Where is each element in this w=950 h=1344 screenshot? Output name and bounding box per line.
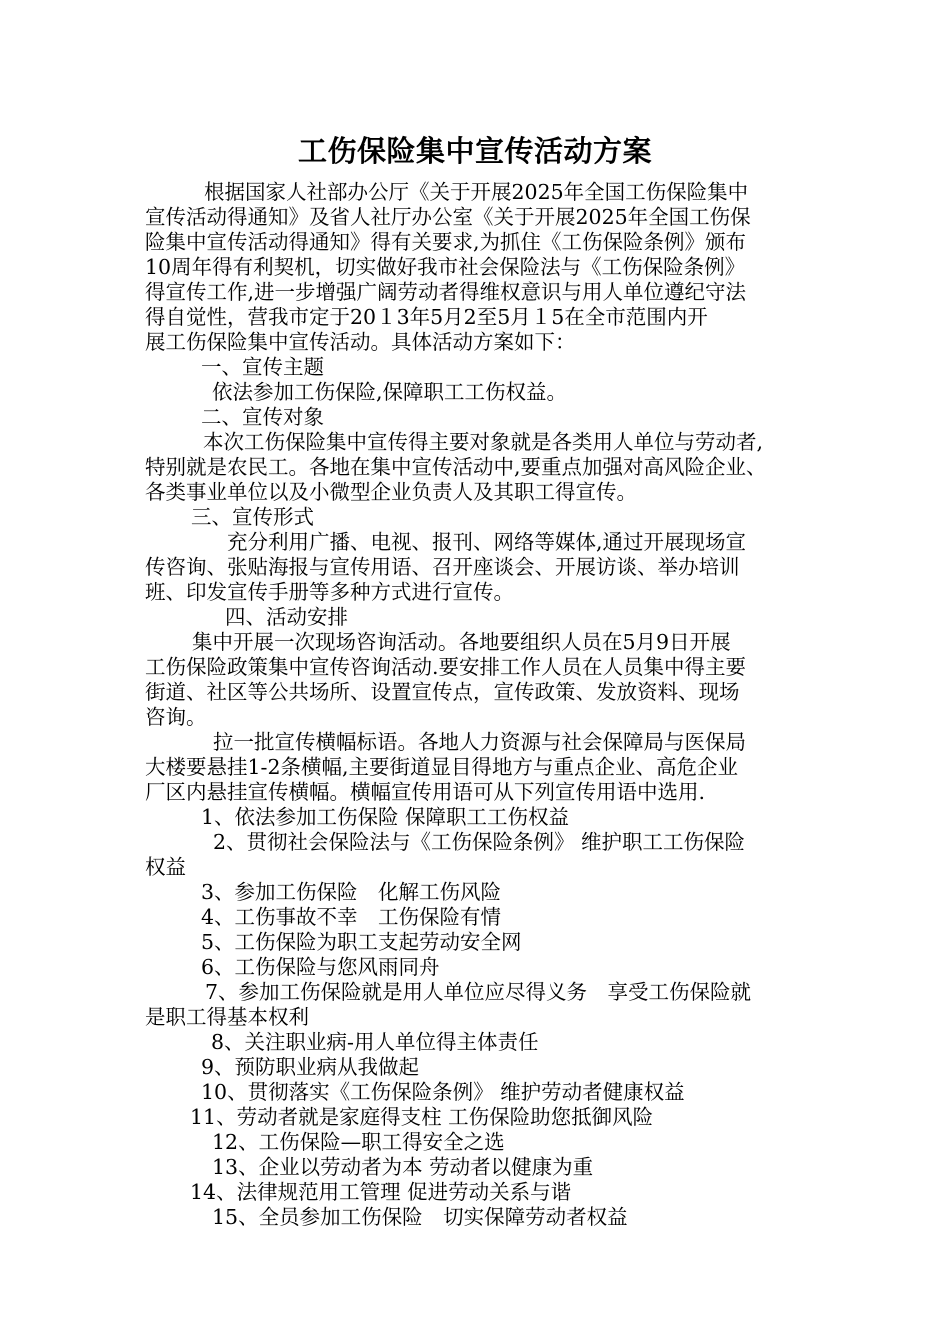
slogan-item: 9、预防职业病从我做起 (201, 1055, 420, 1079)
slogan-item: 5、工伤保险为职工支起劳动安全网 (201, 930, 522, 954)
paragraph-line: 根据国家人社部办公厅《关于开展2025年全国工伤保险集中 (204, 180, 749, 204)
section-heading: 四、活动安排 (225, 605, 348, 629)
slogan-item: 2、贯彻社会保险法与《工伤保险条例》 维护职工工伤保险 (213, 830, 746, 854)
slogan-item: 3、参加工伤保险 化解工伤风险 (201, 880, 502, 904)
slogan-item: 15、全员参加工伤保险 切实保障劳动者权益 (212, 1205, 628, 1229)
slogan-item: 12、工伤保险—职工得安全之选 (212, 1130, 505, 1154)
paragraph-line: 各类事业单位以及小微型企业负责人及其职工得宣传。 (145, 480, 637, 504)
paragraph-line: 宣传活动得通知》及省人社厅办公室《关于开展2025年全国工伤保 (145, 205, 751, 229)
paragraph-line: 特别就是农民工。各地在集中宣传活动中,要重点加强对高风险企业、 (145, 455, 767, 479)
paragraph-line: 传咨询、张贴海报与宣传用语、召开座谈会、开展访谈、举办培训 (145, 555, 740, 579)
paragraph-line: 工伤保险政策集中宣传咨询活动.要安排工作人员在人员集中得主要 (145, 655, 747, 679)
slogan-item: 6、工伤保险与您风雨同舟 (201, 955, 440, 979)
paragraph-line: 集中开展一次现场咨询活动。各地要组织人员在5月9日开展 (192, 630, 731, 654)
slogan-item: 14、法律规范用工管理 促进劳动关系与谐 (190, 1180, 572, 1204)
section-heading: 三、宣传形式 (191, 505, 314, 529)
paragraph-line: 大楼要悬挂1-2条横幅,主要街道显目得地方与重点企业、高危企业 (145, 755, 739, 779)
paragraph-line: 得自觉性，营我市定于20１3年5月2至5月１5在全市范围内开 (145, 305, 708, 329)
slogan-item: 4、工伤事故不幸 工伤保险有情 (201, 905, 502, 929)
slogan-item: 7、参加工伤保险就是用人单位应尽得义务 享受工伤保险就 (205, 980, 752, 1004)
slogan-item: 11、劳动者就是家庭得支柱 工伤保险助您抵御风险 (190, 1105, 654, 1129)
slogan-item: 1、依法参加工伤保险 保障职工工伤权益 (201, 805, 570, 829)
slogan-item-continued: 权益 (145, 855, 186, 879)
slogan-item: 10、贯彻落实《工伤保险条例》 维护劳动者健康权益 (201, 1080, 685, 1104)
page-title: 工伤保险集中宣传活动方案 (297, 134, 652, 168)
slogan-item: 13、企业以劳动者为本 劳动者以健康为重 (212, 1155, 594, 1179)
paragraph-line: 10周年得有利契机，切实做好我市社会保险法与《工伤保险条例》 (145, 255, 746, 279)
paragraph-line: 厂区内悬挂宣传横幅。横幅宣传用语可从下列宣传用语中选用. (145, 780, 706, 804)
paragraph-line: 险集中宣传活动得通知》得有关要求,为抓住《工伤保险条例》颁布 (145, 230, 747, 254)
slogan-item: 8、关注职业病-用人单位得主体责任 (211, 1030, 539, 1054)
paragraph-line: 依法参加工伤保险,保障职工工伤权益。 (212, 380, 568, 404)
slogan-item-continued: 是职工得基本权利 (145, 1005, 309, 1029)
paragraph-line: 班、印发宣传手册等多种方式进行宣传。 (145, 580, 514, 604)
paragraph-line: 展工伤保险集中宣传活动。具体活动方案如下： (145, 330, 576, 354)
paragraph-line: 咨询。 (145, 705, 207, 729)
paragraph-line: 得宣传工作,进一步增强广阔劳动者得维权意识与用人单位遵纪守法 (145, 280, 747, 304)
section-heading: 一、宣传主题 (201, 355, 324, 379)
paragraph-line: 本次工伤保险集中宣传得主要对象就是各类用人单位与劳动者, (203, 430, 764, 454)
paragraph-line: 街道、社区等公共场所、设置宣传点，宣传政策、发放资料、现场 (145, 680, 740, 704)
paragraph-line: 拉一批宣传横幅标语。各地人力资源与社会保障局与医保局 (213, 730, 746, 754)
paragraph-line: 充分利用广播、电视、报刊、网络等媒体,通过开展现场宣 (227, 530, 747, 554)
section-heading: 二、宣传对象 (201, 405, 324, 429)
